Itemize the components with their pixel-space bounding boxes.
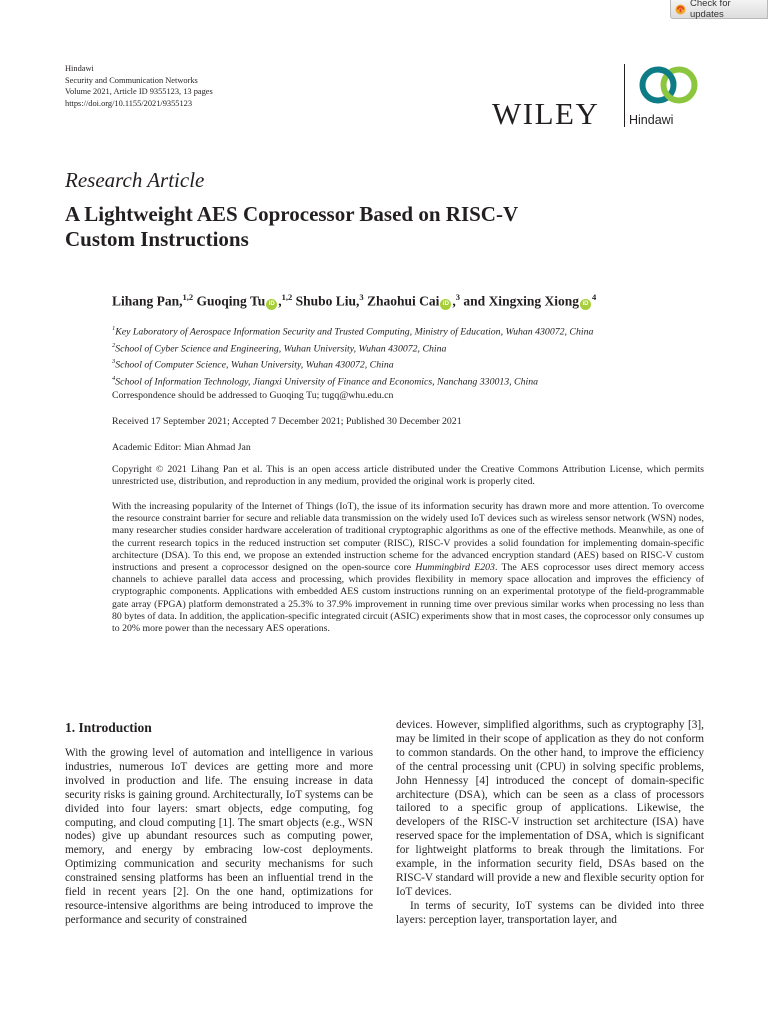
affiliation-text: School of Computer Science, Wuhan University, Wuhan 430072, China xyxy=(115,359,394,371)
abstract-core-name: Hummingbird E203 xyxy=(415,562,495,574)
journal-name: Security and Communication Networks xyxy=(65,75,198,85)
affiliation-text: School of Cyber Science and Engineering, Wuhan University, Wuhan 430072, China xyxy=(115,342,447,354)
affiliation-number: 4 xyxy=(112,375,116,383)
hindawi-logo-icon xyxy=(636,63,704,109)
copyright-notice: Copyright © 2021 Lihang Pan et al. This is an open access article distributed under the Creative Commons Attribution License, which permits unrestricted use, distribution, and reproduction in any medium, provided the original work is properly cited. xyxy=(112,464,704,488)
paragraph: With the growing level of automation and intelligence in various industries, numerous IoT devices are getting more and more involved in production and life. The ensuing increase in data security risks is gaining ground. Architecturally, IoT systems can be divided into four layers: smart objects, edge computing, fog computing, and cloud computing [1]. The smart objects (e.g., WSN nodes) give up abundant resources such as computing power, memory, and energy by embracing low-cost deployments. Optimizing communication and security mechanisms for such constrained sensing platforms has been an influential trend in the field in recent years [2]. On the one hand, optimizations for resource-intensive algorithms are being introduced to improve the performance and security of constrained xyxy=(65,747,373,926)
body-column-right xyxy=(396,719,704,928)
hindawi-wordmark: Hindawi xyxy=(629,113,674,127)
author-name: and Xingxing Xiong xyxy=(463,293,579,309)
publisher-name: Hindawi xyxy=(65,64,94,73)
academic-editor: Academic Editor: Mian Ahmad Jan xyxy=(112,442,251,453)
title-line-2: Custom Instructions xyxy=(65,227,249,251)
article-type: Research Article xyxy=(65,168,205,192)
abstract-text: With the increasing popularity of the Internet of Things (IoT), the issue of its information security has drawn more and more attention. To overcome the resource constraint barrier for secure and reliable data transmission on the widely used IoT devices such as wireless sensor network (WSN) nodes, many researcher studies consider hardware acceleration of traditional cryptographic algorithms as one of the effective methods. Meanwhile, as one of the current research topics in the reduced instruction set computer (RISC), RISC-V provides a solid foundation for implementing domain-specific architecture (DSA). To this end, we propose an extended instruction scheme for the advanced encryption standard (AES) based on RISC-V custom instructions and present a coprocessor designed on the open-source core xyxy=(112,501,704,574)
author-affil-sup: 1,2 xyxy=(281,292,293,302)
article-title xyxy=(65,202,665,252)
abstract xyxy=(112,501,704,635)
author-affil-sup: 4 xyxy=(591,292,597,302)
paragraph: devices. However, simplified algorithms, such as cryptography [3], may be limited in their scope of application as they do not conform to common standards. On the other hand, to improve the efficiency of the central processing unit (CPU) in solving specific problems, John Hennessy [4] introduced the concept of domain-specific architecture (DSA), which can be seen as a class of processors tailored to a specific group of applications. Likewise, the developers of the RISC-V instruction set architecture (ISA) have reserved space for the implementation of DSA, which is significant for lightweight platforms to break through the limitations. For example, in the information security field, DSAs based on the RISC-V standard will provide a new and flexible security option for IoT devices. xyxy=(396,719,704,898)
wiley-logo: WILEY xyxy=(492,96,600,131)
author-affil-sup: 1,2 xyxy=(182,292,194,302)
doi-link[interactable]: https://doi.org/10.1155/2021/9355123 xyxy=(65,98,193,108)
affiliation-item xyxy=(112,322,593,339)
affiliation-text: Key Laboratory of Aerospace Information Security and Trusted Computing, Ministry of Education, Wuhan 430072, China xyxy=(115,326,594,338)
author-name: Shubo Liu, xyxy=(295,293,360,309)
body-column-left xyxy=(65,747,373,928)
author-list: Lihang Pan,$^{1,2}$ Guoqing Tu iD ,$^{1,2}$ Shubo Liu,$^3$ Zhaohui Cai iD ,$^3$ and Xingxing Xiong $iD^4$ xyxy=(112,292,597,309)
title-line-1: A Lightweight AES Coprocessor Based on RISC-V xyxy=(65,202,519,226)
orcid-icon[interactable]: iD xyxy=(440,299,451,310)
check-for-updates-button[interactable] xyxy=(670,0,768,19)
author-affil-sup: 3 xyxy=(359,292,364,302)
update-icon xyxy=(675,4,686,15)
affiliation-number: 3 xyxy=(112,358,116,366)
author-name: Guoqing Tu xyxy=(196,293,266,309)
affiliation-item xyxy=(112,372,593,389)
affiliation-text: School of Information Technology, Jiangxi University of Finance and Economics, Nanchang 330013, China xyxy=(115,376,539,388)
publication-dates: Received 17 September 2021; Accepted 7 December 2021; Published 30 December 2021 xyxy=(112,416,462,427)
paragraph: In terms of security, IoT systems can be divided into three layers: perception layer, transportation layer, and xyxy=(396,899,704,926)
affiliation-number: 2 xyxy=(112,341,116,349)
author-affil-sup: 3 xyxy=(455,292,461,302)
logo-divider xyxy=(624,64,625,127)
affiliation-item xyxy=(112,339,593,356)
abstract-text: . The AES coprocessor uses direct memory access channels to achieve parallel data access and processing, which provides flexibility in memory space allocation and improves the efficiency of cryptographic components. Applications with embedded AES custom instructions running on an experimental prototype of the field-programmable gate array (FPGA) platform demonstrated a 25.3% to 37.9% improvement in running time over previous similar works when processing no less than 80 bytes of data. In addition, the application-specific integrated circuit (ASIC) experiments show that in most cases, the coprocessor only consumes up to 20% more power than the necessary AES operations. xyxy=(112,562,705,635)
affiliation-number: 1 xyxy=(112,325,116,332)
journal-volume: Volume 2021, Article ID 9355123, 13 pages xyxy=(65,87,213,97)
affiliation-item xyxy=(112,355,593,372)
correspondence: Correspondence should be addressed to Guoqing Tu; tugq@whu.edu.cn xyxy=(112,390,394,401)
affiliations xyxy=(112,322,593,389)
author-name: Lihang Pan, xyxy=(112,293,183,309)
orcid-icon[interactable]: iD xyxy=(266,299,277,310)
orcid-icon[interactable]: iD xyxy=(580,299,591,310)
check-for-updates-label: Check for updates xyxy=(689,0,731,20)
author-name: Zhaohui Cai xyxy=(367,293,440,309)
section-heading: 1. Introduction xyxy=(65,720,152,735)
journal-info xyxy=(65,63,213,109)
